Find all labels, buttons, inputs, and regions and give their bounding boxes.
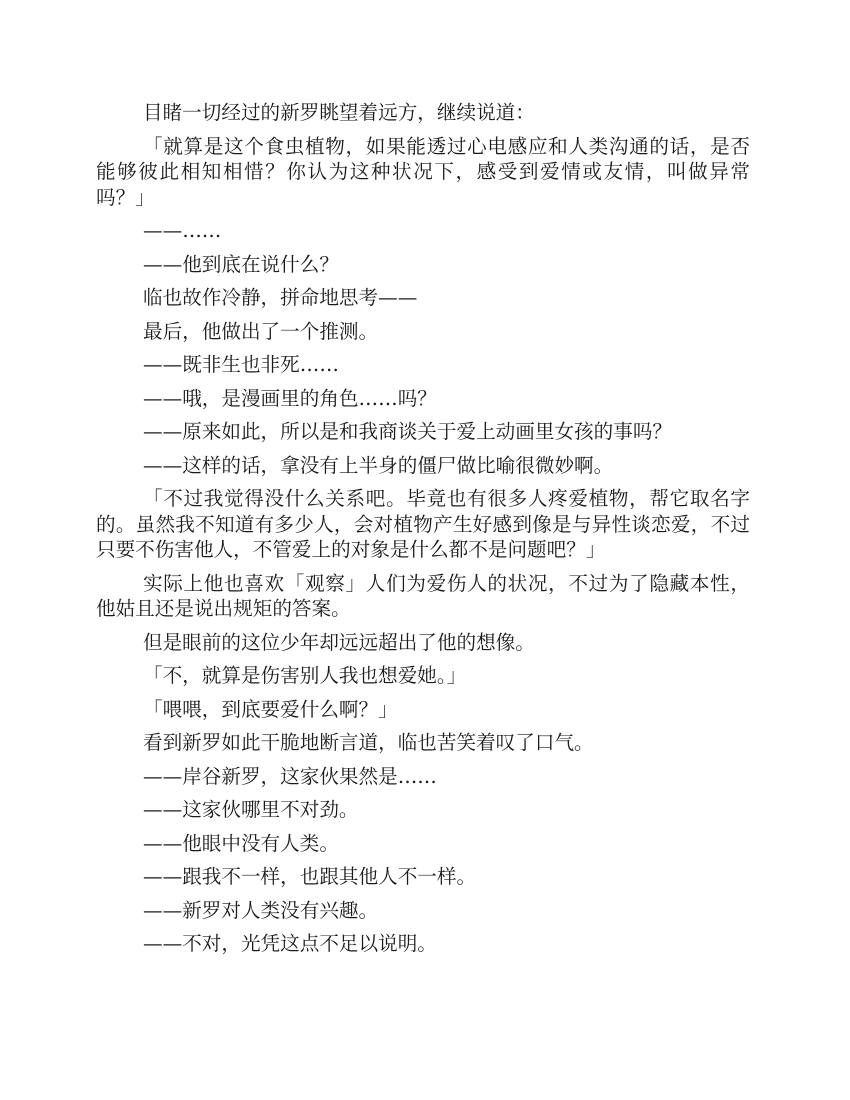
paragraph: ——既非生也非死…… (143, 353, 339, 376)
paragraph: ——哦，是漫画里的角色……吗？ (143, 386, 437, 410)
paragraph: 「就算是这个食虫植物，如果能透过心电感应和人类沟通的话，是否能够彼此相知相惜？你认为这种状况下，感受到爱情或友情，叫做异常吗？」 (96, 134, 750, 209)
paragraph: 但是眼前的这位少年却远远超出了他的想像。 (143, 630, 535, 654)
paragraph: 最后，他做出了一个推测。 (143, 319, 379, 343)
paragraph: 「不，就算是伤害别人我也想爱她。」 (143, 664, 467, 687)
paragraph: ——跟我不一样，也跟其他人不一样。 (143, 865, 477, 888)
paragraph: 目睹一切经过的新罗眺望着远方，继续说道： (143, 101, 535, 124)
paragraph: ——他眼中没有人类。 (143, 831, 339, 855)
paragraph: ——这家伙哪里不对劲。 (143, 798, 359, 821)
paragraph: ——不对，光凭这点不足以说明。 (143, 932, 437, 955)
paragraph: ——他到底在说什么？ (143, 252, 339, 276)
paragraph: 看到新罗如此干脆地断言道，临也苦笑着叹了口气。 (143, 731, 594, 754)
paragraph: ——这样的话，拿没有上半身的僵尸做比喻很微妙啊。 (143, 453, 614, 477)
paragraph: ——…… (143, 219, 222, 242)
paragraph: ——原来如此，所以是和我商谈关于爱上动画里女孩的事吗？ (143, 420, 673, 443)
paragraph: 临也故作冷静，拼命地思考—— (143, 286, 418, 309)
paragraph: ——岸谷新罗，这家伙果然是…… (143, 764, 437, 788)
paragraph: ——新罗对人类没有兴趣。 (143, 898, 379, 922)
paragraph: 实际上他也喜欢「观察」人们为爱伤人的状况，不过为了隐藏本性，他姑且还是说出规矩的答案。 (96, 571, 750, 620)
paragraph: 「不过我觉得没什么关系吧。毕竟也有很多人疼爱植物，帮它取名字的。虽然我不知道有多少人，会对植物产生好感到像是与异性谈恋爱，不过只要不伤害他人，不管爱上的对象是什么都不是问题吧？」 (96, 487, 750, 561)
paragraph: 「喂喂，到底要爱什么啊？」 (143, 697, 398, 721)
text-body (96, 100, 750, 965)
